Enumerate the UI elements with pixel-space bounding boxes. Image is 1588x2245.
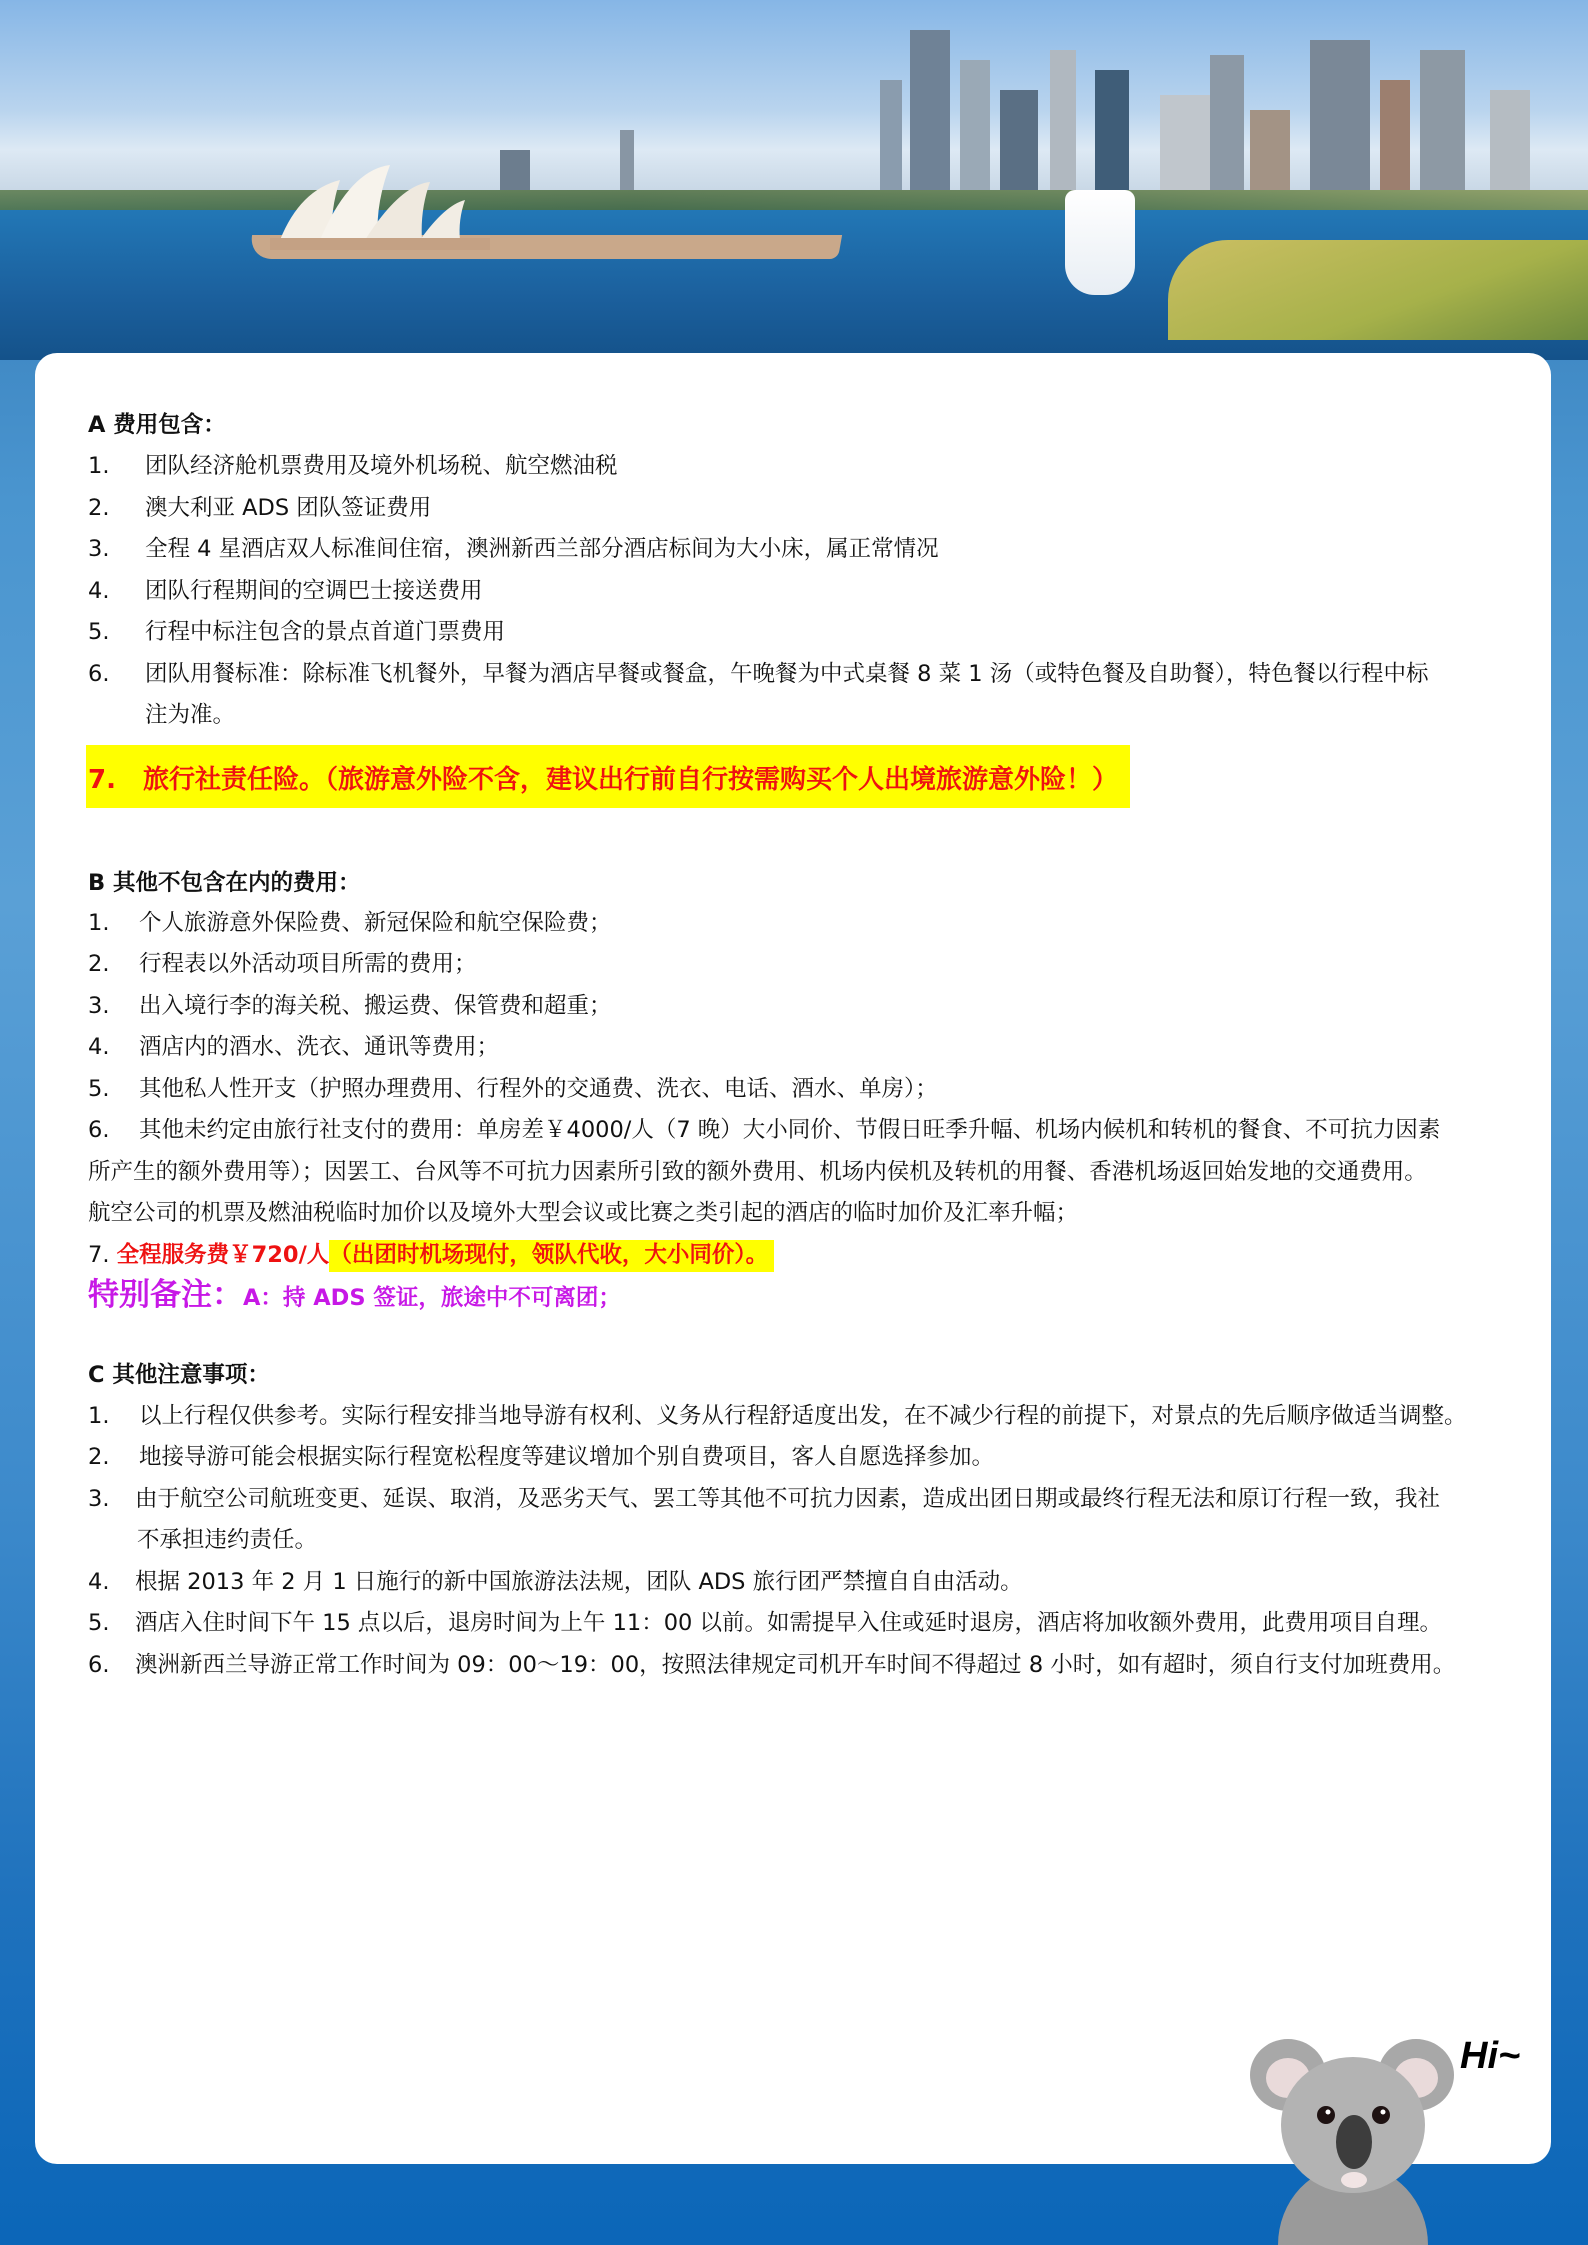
banner-photo (0, 0, 1588, 360)
building (1420, 50, 1465, 190)
list-item: 4. 团队行程期间的空调巴士接送费用 (88, 577, 483, 604)
list-item: 2. 行程表以外活动项目所需的费用； (88, 951, 477, 977)
list-item: 5. 其他私人性开支（护照办理费用、行程外的交通费、洗衣、电话、酒水、单房）； (88, 1075, 938, 1102)
service-fee-note: （出团时机场现付，领队代收，大小同价）。 (329, 1240, 774, 1272)
section-c-title: C 其他注意事项： (88, 1361, 270, 1388)
building (1050, 50, 1076, 190)
building (1210, 55, 1244, 190)
service-fee: 全程服务费￥720/人 (116, 1241, 330, 1268)
list-item: 6. 其他未约定由旅行社支付的费用：单房差￥4000/人（7 晚）大小同价、节假日旺季升幅、机场内候机和转机的餐食、不可抗力因素 所产生的额外费用等）；因罢工、台风等不可抗力因素所引致的额外费用、机场内侯机及转机的用餐、香港机场返回始发地的交通费用。 航空公司的机票及燃油税临时加价以及境外大型会议或比赛之类引起的酒店的临时加价及汇率升幅； (88, 1117, 1441, 1226)
special-note-text: A：持 ADS 签证，旅途中不可离团； (243, 1284, 621, 1311)
koala-mascot-icon (1248, 2030, 1458, 2245)
building (1310, 40, 1370, 190)
list-item: 2. 地接导游可能会根据实际行程宽松程度等建议增加个别自费项目，客人自愿选择参加。 (88, 1444, 995, 1470)
list-item: 3. 全程 4 星酒店双人标准间住宿，澳洲新西兰部分酒店标间为大小床，属正常情况 (88, 536, 939, 562)
list-item: 3. 由于航空公司航班变更、延误、取消，及恶劣天气、罢工等其他不可抗力因素，造成出团日期或最终行程无法和原订行程一致，我社 不承担违约责任。 (88, 1485, 1441, 1553)
building (1095, 70, 1129, 190)
service-fee-item: 7. 全程服务费￥720/人（出团时机场现付，领队代收，大小同价）。 (88, 1235, 1528, 1275)
list-item: 5. 行程中标注包含的景点首道门票费用 (88, 619, 506, 645)
list-item: 3. 出入境行李的海关税、搬运费、保管费和超重； (88, 992, 612, 1019)
list-item: 5. 酒店入住时间下午 15 点以后，退房时间为上午 11：00 以前。如需提早入住或延时退房，酒店将加收额外费用，此费用项目自理。 (88, 1610, 1443, 1636)
section-a (88, 410, 1528, 808)
cruise-ship (1065, 190, 1135, 295)
list-item: 6. 团队用餐标准：除标准飞机餐外，早餐为酒店早餐或餐盒，午晚餐为中式桌餐 8 菜 1 汤（或特色餐及自助餐），特色餐以行程中标 注为准。 (88, 660, 1429, 728)
building (1380, 80, 1410, 190)
park-foreground (1168, 240, 1588, 340)
list-item: 4. 根据 2013 年 2 月 1 日施行的新中国旅游法法规，团队 ADS 旅行团严禁擅自自由活动。 (88, 1568, 1023, 1595)
special-note-label: 特别备注： (88, 1276, 243, 1313)
building (960, 60, 990, 190)
list-item: 4. 酒店内的酒水、洗衣、通讯等费用； (88, 1034, 500, 1060)
section-b (88, 868, 1528, 1318)
building (910, 30, 950, 190)
special-note (88, 1275, 1528, 1318)
building (1250, 110, 1290, 190)
section-b-title: B 其他不包含在内的费用： (88, 869, 361, 896)
list-item: 1. 团队经济舱机票费用及境外机场税、航空燃油税 (88, 453, 618, 479)
building (880, 80, 902, 190)
greeting-text: Hi~ (1460, 2035, 1521, 2077)
building (1000, 90, 1038, 190)
section-a-title: A 费用包含： (88, 412, 226, 438)
opera-house-icon (270, 160, 530, 250)
list-item: 2. 澳大利亚 ADS 团队签证费用 (88, 494, 432, 521)
section-c (88, 1360, 1528, 1687)
insurance-highlight: 7. 旅行社责任险。（旅游意外险不含，建议出行前自行按需购买个人出境旅游意外险！） (88, 745, 1528, 808)
list-item: 1. 个人旅游意外保险费、新冠保险和航空保险费； (88, 909, 612, 936)
list-item: 6. 澳洲新西兰导游正常工作时间为 09：00～19：00，按照法律规定司机开车时间不得超过 8 小时，如有超时，须自行支付加班费用。 (88, 1651, 1456, 1678)
list-item: 1. 以上行程仅供参考。实际行程安排当地导游有权利、义务从行程舒适度出发，在不减少行程的前提下，对景点的先后顺序做适当调整。 (88, 1402, 1467, 1429)
building (620, 130, 634, 190)
building (1160, 95, 1210, 190)
document-body (88, 410, 1528, 1686)
building (1490, 90, 1530, 190)
